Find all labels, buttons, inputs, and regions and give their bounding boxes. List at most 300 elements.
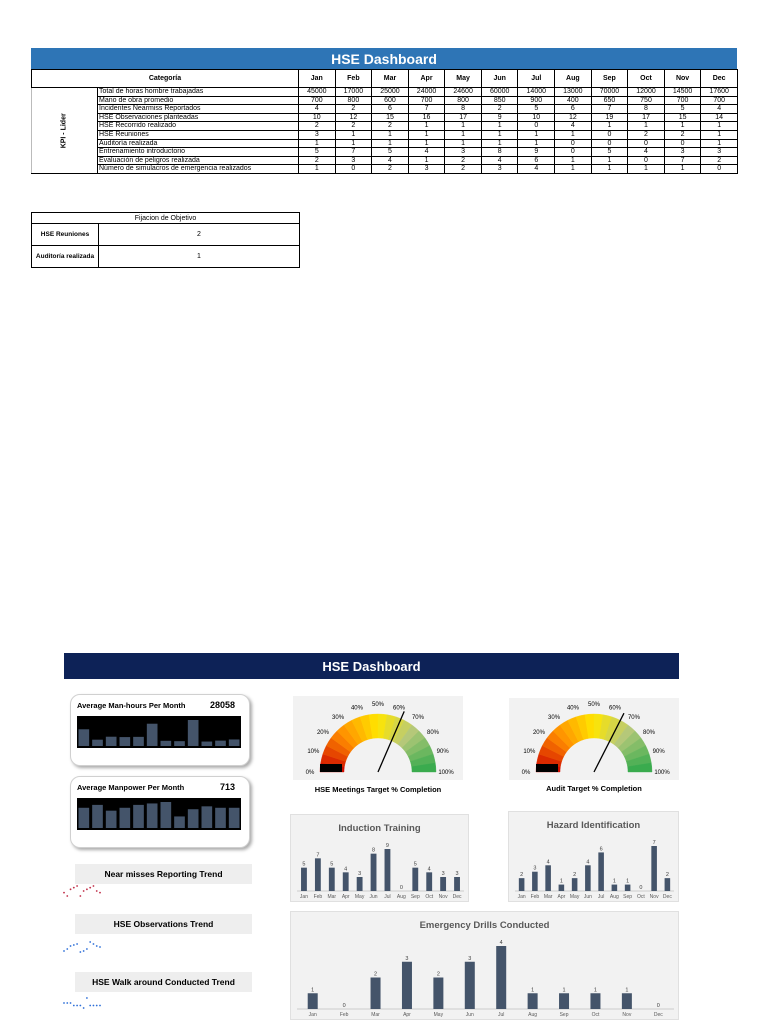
bar-data-label: 1 (593, 987, 597, 994)
kpi-cell: 800 (445, 96, 482, 105)
kpi-cell: 1 (628, 165, 665, 174)
kpi-cell: 700 (299, 96, 336, 105)
target-row-label: HSE Reuniones (32, 224, 99, 246)
kpi-cell: 0 (664, 139, 701, 148)
manhours-spark-bar (106, 737, 117, 746)
bar (343, 872, 349, 891)
nearmiss-trend-sparkline (62, 884, 102, 898)
observations-trend-point (70, 945, 72, 947)
bar (402, 962, 412, 1009)
bar (454, 877, 460, 891)
bar (465, 962, 475, 1009)
emergency-drills-chart (290, 911, 679, 1020)
gauge-tick-label: 10% (307, 748, 320, 755)
gauge-tick-label: 60% (609, 705, 622, 712)
walkaround-trend-point (86, 997, 88, 999)
gauge-tick-label: 70% (627, 714, 640, 721)
kpi-row-name: HSE Reuniones (98, 130, 299, 139)
manhours-spark-bar (120, 737, 131, 746)
kpi-row-name: Auditoría realizada (98, 139, 299, 148)
bar (412, 868, 418, 891)
kpi-cell: 1 (518, 139, 555, 148)
kpi-cell: 4 (372, 156, 409, 165)
bar-data-label: 1 (559, 878, 563, 885)
manpower-spark-bar (133, 805, 144, 828)
gauge-tick-label: 10% (523, 748, 536, 755)
month-header: May (445, 70, 482, 88)
category-tick-label: Dec (452, 894, 462, 900)
bar (612, 885, 618, 891)
nearmiss-trend-point (86, 888, 88, 890)
audit-gauge-dial (509, 698, 679, 780)
kpi-cell: 800 (335, 96, 372, 105)
month-header: Feb (335, 70, 372, 88)
month-header: Dec (701, 70, 738, 88)
target-row-value: 1 (99, 246, 300, 268)
bar-data-label: 3 (405, 955, 409, 962)
induction-training-chart (290, 814, 469, 902)
avg-manpower-value: 713 (219, 782, 235, 792)
kpi-cell: 10 (518, 113, 555, 122)
kpi-cell: 2 (335, 122, 372, 131)
category-tick-label: May (433, 1012, 444, 1018)
dashboard-title-banner: HSE Dashboard (64, 653, 679, 679)
kpi-row (32, 105, 738, 114)
kpi-cell: 8 (445, 105, 482, 114)
month-header: Nov (664, 70, 701, 88)
bar-data-label: 2 (374, 971, 378, 978)
kpi-cell: 4 (299, 105, 336, 114)
chart-title: Emergency Drills Conducted (419, 920, 550, 931)
nearmiss-trend-title: Near misses Reporting Trend (75, 864, 252, 884)
target-row (32, 224, 300, 246)
kpi-cell: 1 (408, 130, 445, 139)
manpower-spark-bar (147, 803, 158, 828)
kpi-row (32, 96, 738, 105)
observations-trend-point (66, 948, 68, 950)
kpi-cell: 3 (481, 165, 518, 174)
kpi-cell: 17 (445, 113, 482, 122)
kpi-row (32, 156, 738, 165)
avg-manhours-value: 28058 (209, 700, 235, 710)
bar (315, 858, 321, 891)
kpi-side-label: KPI - Lider (60, 112, 68, 148)
kpi-cell: 70000 (591, 88, 628, 97)
kpi-cell: 45000 (299, 88, 336, 97)
category-tick-label: Sep (623, 894, 633, 900)
bar-data-label: 8 (372, 847, 376, 854)
gauge-tick-label: 30% (548, 714, 561, 721)
bar (329, 868, 335, 891)
kpi-cell: 6 (518, 156, 555, 165)
gauge-zero-band (320, 764, 342, 772)
bar-data-label: 1 (531, 987, 535, 994)
kpi-cell: 1 (701, 122, 738, 131)
bar (496, 946, 506, 1009)
category-tick-label: Mar (371, 1012, 380, 1018)
gauge-tick-label: 90% (652, 748, 665, 755)
bar (528, 993, 538, 1009)
kpi-cell: 13000 (555, 88, 592, 97)
kpi-cell: 0 (335, 165, 372, 174)
kpi-cell: 2 (701, 156, 738, 165)
observations-trend-point (99, 946, 101, 948)
kpi-cell: 15 (372, 113, 409, 122)
observations-trend-point (93, 943, 95, 945)
gauge-tick-label: 20% (532, 730, 545, 737)
hazard-identification-plot (509, 812, 680, 903)
month-header: Aug (555, 70, 592, 88)
kpi-cell: 0 (591, 139, 628, 148)
kpi-cell: 700 (701, 96, 738, 105)
manpower-spark-bar (106, 811, 117, 828)
avg-manhours-title: Average Man-hours Per Month (77, 701, 186, 710)
kpi-cell: 1 (408, 139, 445, 148)
bar-data-label: 4 (344, 866, 348, 873)
gauge-tick-label: 70% (411, 714, 424, 721)
meetings-gauge (293, 696, 463, 780)
kpi-cell: 4 (555, 122, 592, 131)
sheet-title-banner: HSE Dashboard (31, 48, 737, 69)
month-header: Oct (628, 70, 665, 88)
walkaround-trend-point (76, 1005, 78, 1007)
bar (532, 872, 538, 891)
kpi-row-name: Número de simulacros de emergencia realizados (98, 165, 299, 174)
manpower-spark-bar (202, 806, 213, 828)
kpi-row-name: Evaluación de peligros realizada (98, 156, 299, 165)
kpi-row-name: Mano de obra promedio (98, 96, 299, 105)
nearmiss-trend-point (96, 890, 98, 892)
chart-title: Hazard Identification (546, 820, 641, 831)
bar (625, 885, 631, 891)
category-tick-label: Apr (557, 894, 566, 900)
gauge-tick-label: 40% (566, 705, 579, 712)
kpi-side-label-cell (32, 88, 98, 174)
kpi-cell: 0 (518, 122, 555, 131)
bar-data-label: 1 (562, 987, 566, 994)
bar-data-label: 6 (599, 846, 603, 853)
kpi-cell: 14 (701, 113, 738, 122)
kpi-cell: 4 (628, 148, 665, 157)
kpi-cell: 2 (445, 165, 482, 174)
kpi-cell: 1 (701, 139, 738, 148)
kpi-cell: 3 (408, 165, 445, 174)
observations-trend-point (63, 950, 65, 952)
month-header: Jun (481, 70, 518, 88)
meetings-gauge-caption: HSE Meetings Target % Completion (314, 785, 442, 794)
bar-data-label: 7 (316, 852, 320, 859)
walkaround-trend-point (79, 1005, 81, 1007)
walkaround-trend-point (89, 1005, 91, 1007)
kpi-cell: 1 (701, 130, 738, 139)
kpi-cell: 19 (591, 113, 628, 122)
kpi-cell: 17600 (701, 88, 738, 97)
kpi-cell: 24600 (445, 88, 482, 97)
kpi-cell: 1 (408, 156, 445, 165)
kpi-cell: 7 (335, 148, 372, 157)
kpi-cell: 1 (555, 130, 592, 139)
kpi-cell: 850 (481, 96, 518, 105)
category-tick-label: Oct (425, 894, 434, 900)
bar-data-label: 5 (302, 861, 306, 868)
manhours-spark-bar (229, 739, 240, 746)
kpi-cell: 1 (299, 139, 336, 148)
bar (440, 877, 446, 891)
kpi-cell: 1 (408, 122, 445, 131)
manpower-spark-bar (120, 808, 131, 828)
bar (519, 878, 525, 891)
category-tick-label: Jun (465, 1012, 474, 1018)
manhours-sparkline (77, 716, 241, 748)
category-header: Categoría (32, 70, 299, 88)
kpi-cell: 12 (335, 113, 372, 122)
category-tick-label: Jan (299, 894, 308, 900)
category-tick-label: Mar (543, 894, 553, 900)
category-tick-label: Feb (339, 1012, 349, 1018)
bar-data-label: 2 (520, 872, 524, 879)
bar (357, 877, 363, 891)
category-tick-label: Aug (396, 894, 406, 900)
kpi-cell: 4 (701, 105, 738, 114)
kpi-cell: 750 (628, 96, 665, 105)
kpi-cell: 2 (628, 130, 665, 139)
kpi-table (31, 69, 738, 174)
audit-gauge-caption: Audit Target % Completion (546, 784, 642, 793)
walkaround-trend-point (96, 1005, 98, 1007)
kpi-cell: 1 (481, 130, 518, 139)
bar-data-label: 3 (468, 955, 472, 962)
kpi-cell: 9 (518, 148, 555, 157)
kpi-cell: 3 (701, 148, 738, 157)
kpi-cell: 25000 (372, 88, 409, 97)
category-tick-label: Jan (517, 894, 526, 900)
bar (545, 865, 551, 891)
kpi-cell: 17 (628, 113, 665, 122)
manpower-spark-bar (229, 808, 240, 828)
bar (590, 993, 600, 1009)
kpi-cell: 1 (481, 139, 518, 148)
walkaround-trend-point (83, 1007, 85, 1009)
manhours-spark-bar (174, 741, 185, 746)
bar (598, 852, 604, 891)
category-tick-label: Sep (559, 1012, 569, 1018)
avg-manpower-card (70, 776, 250, 848)
kpi-cell: 3 (445, 148, 482, 157)
kpi-row (32, 139, 738, 148)
nearmiss-trend-point (70, 888, 72, 890)
emergency-drills-plot (291, 912, 680, 1021)
kpi-cell: 6 (555, 105, 592, 114)
category-tick-label: Jan (308, 1012, 317, 1018)
kpi-cell: 4 (518, 165, 555, 174)
kpi-cell: 5 (299, 148, 336, 157)
category-tick-label: Nov (622, 1012, 632, 1018)
month-header: Jul (518, 70, 555, 88)
kpi-row (32, 148, 738, 157)
bar-data-label: 3 (455, 871, 459, 877)
chart-title: Induction Training (338, 823, 421, 834)
nearmiss-trend-point (89, 887, 91, 889)
category-tick-label: Aug (609, 894, 619, 900)
kpi-cell: 600 (372, 96, 409, 105)
kpi-cell: 16 (408, 113, 445, 122)
category-tick-label: May (354, 894, 365, 900)
kpi-cell: 3 (335, 156, 372, 165)
kpi-cell: 2 (299, 156, 336, 165)
month-header: Jan (299, 70, 336, 88)
kpi-cell: 700 (664, 96, 701, 105)
kpi-cell: 900 (518, 96, 555, 105)
bar-data-label: 0 (656, 1003, 660, 1009)
category-tick-label: Jul (597, 894, 605, 900)
nearmiss-trend-point (76, 885, 78, 887)
nearmiss-trend-point (66, 895, 68, 897)
nearmiss-trend-point (83, 890, 85, 892)
month-header: Mar (372, 70, 409, 88)
kpi-cell: 1 (481, 122, 518, 131)
induction-training-plot (291, 815, 470, 903)
observations-trend-point (73, 944, 75, 946)
kpi-cell: 6 (372, 105, 409, 114)
walkaround-trend-sparkline (62, 996, 102, 1010)
manhours-spark-bar (92, 740, 103, 746)
gauge-tick-label: 0% (521, 770, 531, 776)
kpi-cell: 7 (591, 105, 628, 114)
manhours-spark-bar (79, 729, 90, 746)
kpi-cell: 5 (664, 105, 701, 114)
kpi-cell: 12000 (628, 88, 665, 97)
manpower-spark-bar (92, 805, 103, 828)
bar-data-label: 4 (427, 866, 431, 873)
category-tick-label: Mar (327, 894, 337, 900)
bar-data-label: 2 (665, 872, 669, 879)
manhours-spark-bar (188, 720, 199, 746)
kpi-cell: 400 (555, 96, 592, 105)
bar (572, 878, 578, 891)
bar-data-label: 3 (533, 865, 537, 872)
kpi-cell: 0 (628, 156, 665, 165)
nearmiss-trend-point (73, 887, 75, 889)
hazard-identification-chart (508, 811, 679, 902)
category-tick-label: Nov (438, 894, 448, 900)
category-tick-label: Jun (369, 894, 378, 900)
category-tick-label: Dec (662, 894, 672, 900)
kpi-row-name: Incidentes Nearmiss Reportados (98, 105, 299, 114)
gauge-tick-label: 90% (436, 748, 449, 755)
bar-data-label: 4 (499, 940, 503, 946)
gauge-tick-label: 20% (316, 730, 329, 737)
target-table (31, 212, 300, 268)
kpi-cell: 10 (299, 113, 336, 122)
kpi-row (32, 165, 738, 174)
kpi-cell: 0 (591, 130, 628, 139)
bar (559, 993, 569, 1009)
kpi-row-name: HSE Recorrido realizado (98, 122, 299, 131)
kpi-cell: 1 (555, 165, 592, 174)
kpi-cell: 1 (335, 130, 372, 139)
kpi-cell: 2 (299, 122, 336, 131)
kpi-cell: 4 (408, 148, 445, 157)
month-header: Sep (591, 70, 628, 88)
kpi-cell: 1 (445, 139, 482, 148)
bar (433, 978, 443, 1010)
kpi-cell: 1 (591, 122, 628, 131)
kpi-cell: 1 (555, 156, 592, 165)
kpi-cell: 0 (701, 165, 738, 174)
category-tick-label: May (569, 894, 580, 900)
category-tick-label: Dec (653, 1012, 663, 1018)
kpi-cell: 1 (445, 122, 482, 131)
observations-trend-title: HSE Observations Trend (75, 914, 252, 934)
walkaround-trend-point (99, 1005, 101, 1007)
walkaround-trend-point (70, 1002, 72, 1004)
category-tick-label: Nov (649, 894, 659, 900)
kpi-cell: 12 (555, 113, 592, 122)
kpi-row-name: HSE Observaciones planteadas (98, 113, 299, 122)
observations-trend-point (79, 951, 81, 953)
bar (585, 865, 591, 891)
bar-data-label: 4 (546, 859, 550, 866)
category-tick-label: Oct (636, 894, 645, 900)
manhours-spark-bar (202, 742, 213, 746)
bar-data-label: 0 (399, 885, 403, 891)
target-row-label: Auditoría realizada (32, 246, 99, 268)
bar (371, 854, 377, 891)
bar (559, 885, 565, 891)
gauge-tick-label: 0% (305, 770, 315, 776)
kpi-cell: 1 (628, 122, 665, 131)
kpi-cell: 2 (372, 122, 409, 131)
kpi-cell: 1 (445, 130, 482, 139)
manpower-spark-bar (188, 809, 199, 828)
kpi-cell: 2 (664, 130, 701, 139)
kpi-cell: 1 (664, 165, 701, 174)
avg-manpower-title: Average Manpower Per Month (77, 783, 185, 792)
kpi-cell: 1 (372, 139, 409, 148)
kpi-row-name: Total de horas hombre trabajadas (98, 88, 299, 97)
bar-data-label: 7 (652, 840, 656, 846)
nearmiss-trend-point (79, 895, 81, 897)
kpi-cell: 2 (372, 165, 409, 174)
category-tick-label: Jun (583, 894, 592, 900)
bar (385, 849, 391, 891)
walkaround-trend-point (63, 1002, 65, 1004)
kpi-cell: 1 (372, 130, 409, 139)
bar-data-label: 5 (330, 861, 334, 868)
bar (426, 872, 432, 891)
target-header: Fijacion de Objetivo (32, 213, 300, 224)
kpi-cell: 1 (591, 156, 628, 165)
kpi-cell: 15 (664, 113, 701, 122)
category-tick-label: Feb (313, 894, 323, 900)
kpi-row (32, 122, 738, 131)
walkaround-trend-point (93, 1005, 95, 1007)
meetings-gauge-dial (293, 696, 463, 780)
bar-data-label: 5 (413, 861, 417, 868)
kpi-cell: 5 (372, 148, 409, 157)
bar (371, 978, 381, 1010)
manpower-spark-bar (215, 808, 226, 828)
kpi-cell: 14000 (518, 88, 555, 97)
kpi-cell: 0 (555, 139, 592, 148)
bar-data-label: 9 (385, 843, 389, 849)
category-tick-label: Apr (341, 894, 350, 900)
kpi-cell: 1 (664, 122, 701, 131)
kpi-cell: 3 (299, 130, 336, 139)
walkaround-trend-point (66, 1002, 68, 1004)
observations-trend-point (83, 950, 85, 952)
kpi-cell: 2 (335, 105, 372, 114)
